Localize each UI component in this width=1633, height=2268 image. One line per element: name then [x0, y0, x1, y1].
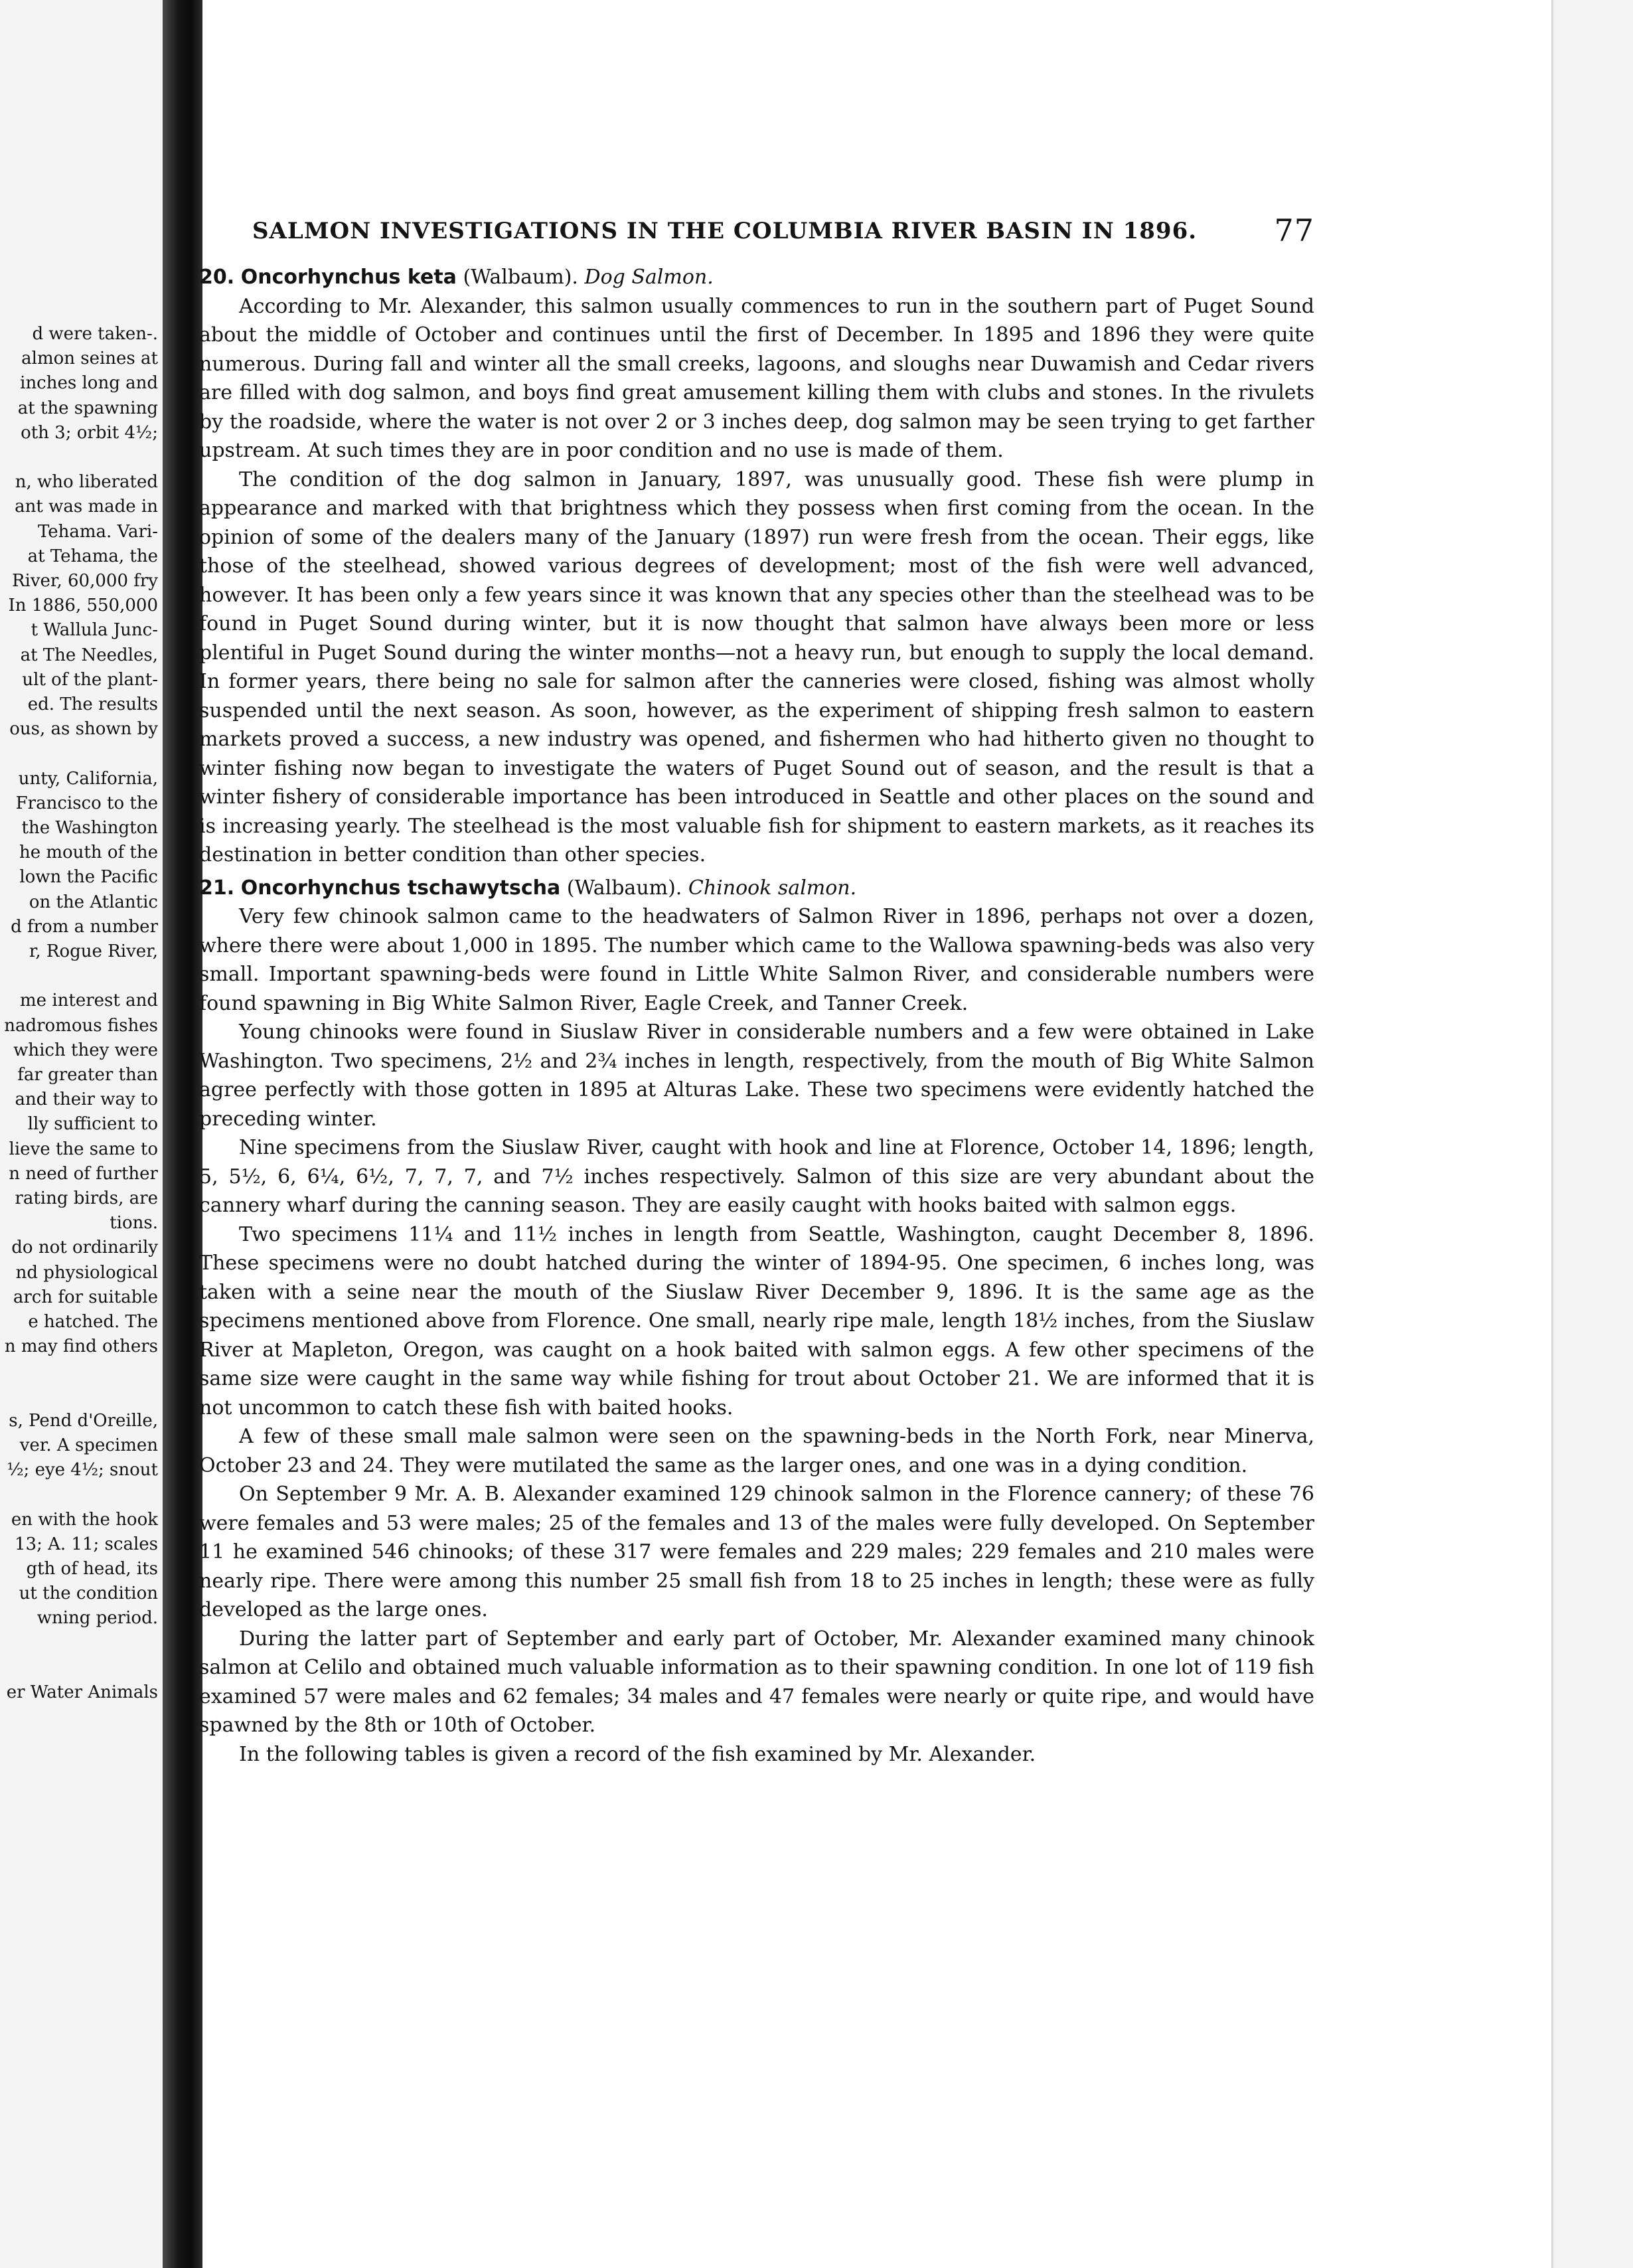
- facing-page-line: 13; A. 11; scales: [15, 1534, 158, 1554]
- page-number: 77: [1274, 212, 1314, 248]
- facing-page-line: en with the hook: [11, 1509, 158, 1530]
- paragraph: Very few chinook salmon came to the headwaters of Salmon River in 1896, perhaps not over a dozen, where there were about 1,000 in 1895. The number which came to the Wallowa spawning-beds was also very small. Important spawning-beds were found in Little White Salmon River, and considerable numbers were found spawning in Big White Salmon River, Eagle Creek, and Tanner Creek.: [199, 905, 1314, 1015]
- facing-page-line: at the spawning: [17, 398, 158, 418]
- species-number: 20.: [199, 266, 235, 289]
- facing-page-line: nd physiological: [15, 1262, 158, 1283]
- facing-page-line: Francisco to the: [15, 793, 158, 813]
- paragraph: Nine specimens from the Siuslaw River, caught with hook and line at Florence, October 14, 1896; length, 5, 5½, 6, 6¼, 6½, 7, 7, 7, and 7½ inches respectively. Salmon of this size are very abundant about the cannery wharf during the canning season. They are easily caught with hooks baited with salmon eggs.: [199, 1136, 1314, 1217]
- facing-page-line: d were taken-.: [32, 324, 158, 344]
- facing-page-line: ver. A specimen: [19, 1435, 158, 1455]
- facing-page-line: nadromous fishes: [4, 1015, 158, 1036]
- facing-page-line: s, Pend d'Oreille,: [9, 1410, 158, 1431]
- facing-page-line: e hatched. The: [28, 1312, 158, 1332]
- facing-page-line: n, who liberated: [15, 472, 158, 493]
- facing-page-line: Tehama. Vari-: [37, 521, 158, 542]
- authority: (Walbaum).: [566, 876, 682, 900]
- facing-page-line: oth 3; orbit 4½;: [21, 422, 158, 443]
- facing-page-line: n need of further: [9, 1163, 158, 1184]
- species-number: 21.: [199, 876, 235, 900]
- facing-page-line: er Water Animals: [6, 1682, 158, 1702]
- facing-page-line: which they were: [13, 1040, 158, 1060]
- facing-page-line: r, Rogue River,: [29, 941, 158, 961]
- facing-page-line: ult of the plant-: [22, 669, 158, 690]
- closing-line: In the following tables is given a record of the fish examined by Mr. Alexander.: [239, 1742, 1036, 1766]
- species-heading: [199, 263, 1314, 292]
- facing-page-line: lly sufficient to: [27, 1114, 158, 1135]
- facing-page-line: ant was made in: [15, 497, 158, 517]
- facing-page-line: inches long and: [20, 373, 158, 394]
- facing-page-line: lown the Pacific: [19, 867, 158, 888]
- facing-page-line: far greater than: [17, 1065, 158, 1085]
- running-header: [252, 212, 1314, 259]
- facing-page-line: rating birds, are: [15, 1188, 158, 1208]
- facing-page-line: at Tehama, the: [27, 546, 158, 566]
- facing-page-line: and their way to: [15, 1090, 158, 1110]
- facing-page-line: n may find others: [4, 1336, 158, 1357]
- facing-page-line: arch for suitable: [13, 1287, 158, 1307]
- facing-page-line: lieve the same to: [9, 1139, 158, 1159]
- species-section: [199, 263, 1314, 870]
- book-binding-shadow: [163, 0, 202, 2268]
- facing-page-line: almon seines at: [21, 349, 158, 369]
- facing-page-line: he mouth of the: [19, 843, 158, 863]
- facing-page-line: do not ordinarily: [11, 1238, 158, 1258]
- scientific-name: Oncorhynchus keta: [240, 266, 457, 289]
- facing-page-line: River, 60,000 fry: [11, 571, 158, 591]
- scientific-name: Oncorhynchus tschawytscha: [240, 876, 561, 900]
- facing-page-line: on the Atlantic: [29, 892, 158, 912]
- facing-page-line: ½; eye 4½; snout: [7, 1460, 158, 1481]
- facing-page-line: the Washington: [21, 818, 158, 838]
- facing-page-line: me interest and: [20, 991, 158, 1011]
- facing-page-line: In 1886, 550,000: [8, 596, 158, 616]
- running-title: SALMON INVESTIGATIONS IN THE COLUMBIA RIVER BASIN IN 1896.: [252, 218, 1198, 244]
- common-name: Chinook salmon.: [688, 876, 857, 900]
- paragraph: According to Mr. Alexander, this salmon usually commences to run in the southern part of Puget Sound about the middle of October and continues until the first of December. In 1895 and 1896 they were quite numerous. During fall and winter all the small creeks, lagoons, and sloughs near Duwamish and Cedar rivers are filled with dog salmon, and boys find great amusement killing them with clubs and stones. In the rivulets by the roadside, where the water is not over 2 or 3 inches deep, dog salmon may be seen trying to get farther upstream. At such times they are in poor condition and no use is made of them.: [199, 294, 1314, 462]
- facing-page-line: gth of head, its: [26, 1559, 158, 1579]
- paragraph: On September 9 Mr. A. B. Alexander examined 129 chinook salmon in the Florence cannery; of these 76 were females and 53 were males; 25 of the females and 13 of the males were fully developed. On September 11 he examined 546 chinooks; of these 317 were females and 229 males; 229 females and 210 males were nearly ripe. There were among this number 25 small fish from 18 to 25 inches in length; these were as fully developed as the large ones.: [199, 1483, 1314, 1621]
- facing-page-line: ous, as shown by: [9, 719, 158, 740]
- facing-page-line: tions.: [110, 1213, 158, 1234]
- species-heading: [199, 874, 1314, 903]
- paragraph: Two specimens 11¼ and 11½ inches in length from Seattle, Washington, caught December 8, 1896. These specimens were no doubt hatched during the winter of 1894-95. One specimen, 6 inches long, was taken with a seine near the mouth of the Siuslaw River December 9, 1896. It is the same age as the specimens mentioned above from Florence. One small, nearly ripe male, length 18½ inches, from the Siuslaw River at Mapleton, Oregon, was caught on a hook baited with salmon eggs. A few other specimens of the same size were caught in the same way while fishing for trout about October 21. We are informed that it is not uncommon to catch these fish with baited hooks.: [199, 1222, 1314, 1419]
- facing-page-line: wning period.: [37, 1608, 158, 1629]
- facing-page-line: ut the condition: [19, 1583, 158, 1604]
- facing-page-fragment: [0, 0, 163, 2268]
- authority: (Walbaum).: [463, 266, 578, 289]
- paragraph: The condition of the dog salmon in January, 1897, was unusually good. These fish were plump in appearance and marked with that brightness which they possess when first coming from the ocean. In the opinion of some of the dealers many of the January (1897) run were fresh from the ocean. Their eggs, like those of the steelhead, showed various degrees of development; most of the fish were well advanced, however. It has been only a few years since it was known that any species other than the steelhead was to be found in Puget Sound during winter, but it is now thought that salmon have always been more or less plentiful in Puget Sound during the winter months—not a heavy run, but enough to supply the local demand. In former years, there being no sale for salmon after the canneries were closed, fishing was almost wholly suspended until the next season. As soon, however, as the experiment of shipping fresh salmon to eastern markets proved a success, a new industry was opened, and fishermen who had hitherto given no thought to winter fishing now began to investigate the waters of Puget Sound out of season, and the result is that a winter fishery of considerable importance has been introduced in Seattle and other places on the sound and is increasing yearly. The steelhead is the most valuable fish for shipment to eastern markets, as it reaches its destination in better condition than other species.: [199, 467, 1314, 866]
- facing-page-line: d from a number: [11, 916, 158, 937]
- facing-page-line: unty, California,: [18, 768, 158, 789]
- page-body: [199, 212, 1314, 1769]
- facing-page-line: t Wallula Junc-: [31, 620, 158, 641]
- page-margin-edge: [1551, 0, 1633, 2268]
- facing-page-line: ed. The results: [27, 694, 158, 714]
- paragraph: Young chinooks were found in Siuslaw River in considerable numbers and a few were obtained in Lake Washington. Two specimens, 2½ and 2¾ inches in length, respectively, from the mouth of Big White Salmon agree perfectly with those gotten in 1895 at Alturas Lake. These two specimens were evidently hatched the preceding winter.: [199, 1020, 1314, 1131]
- facing-page-line: at The Needles,: [20, 645, 158, 665]
- paragraph: A few of these small male salmon were seen on the spawning-beds in the North Fork, near Minerva, October 23 and 24. They were mutilated the same as the larger ones, and one was in a dying condition.: [199, 1425, 1314, 1477]
- species-section: [199, 874, 1314, 1740]
- common-name: Dog Salmon.: [584, 266, 714, 289]
- paragraph: During the latter part of September and early part of October, Mr. Alexander examined many chinook salmon at Celilo and obtained much valuable information as to their spawning condition. In one lot of 119 fish examined 57 were males and 62 females; 34 males and 47 females were nearly or quite ripe, and would have spawned by the 8th or 10th of October.: [199, 1627, 1314, 1737]
